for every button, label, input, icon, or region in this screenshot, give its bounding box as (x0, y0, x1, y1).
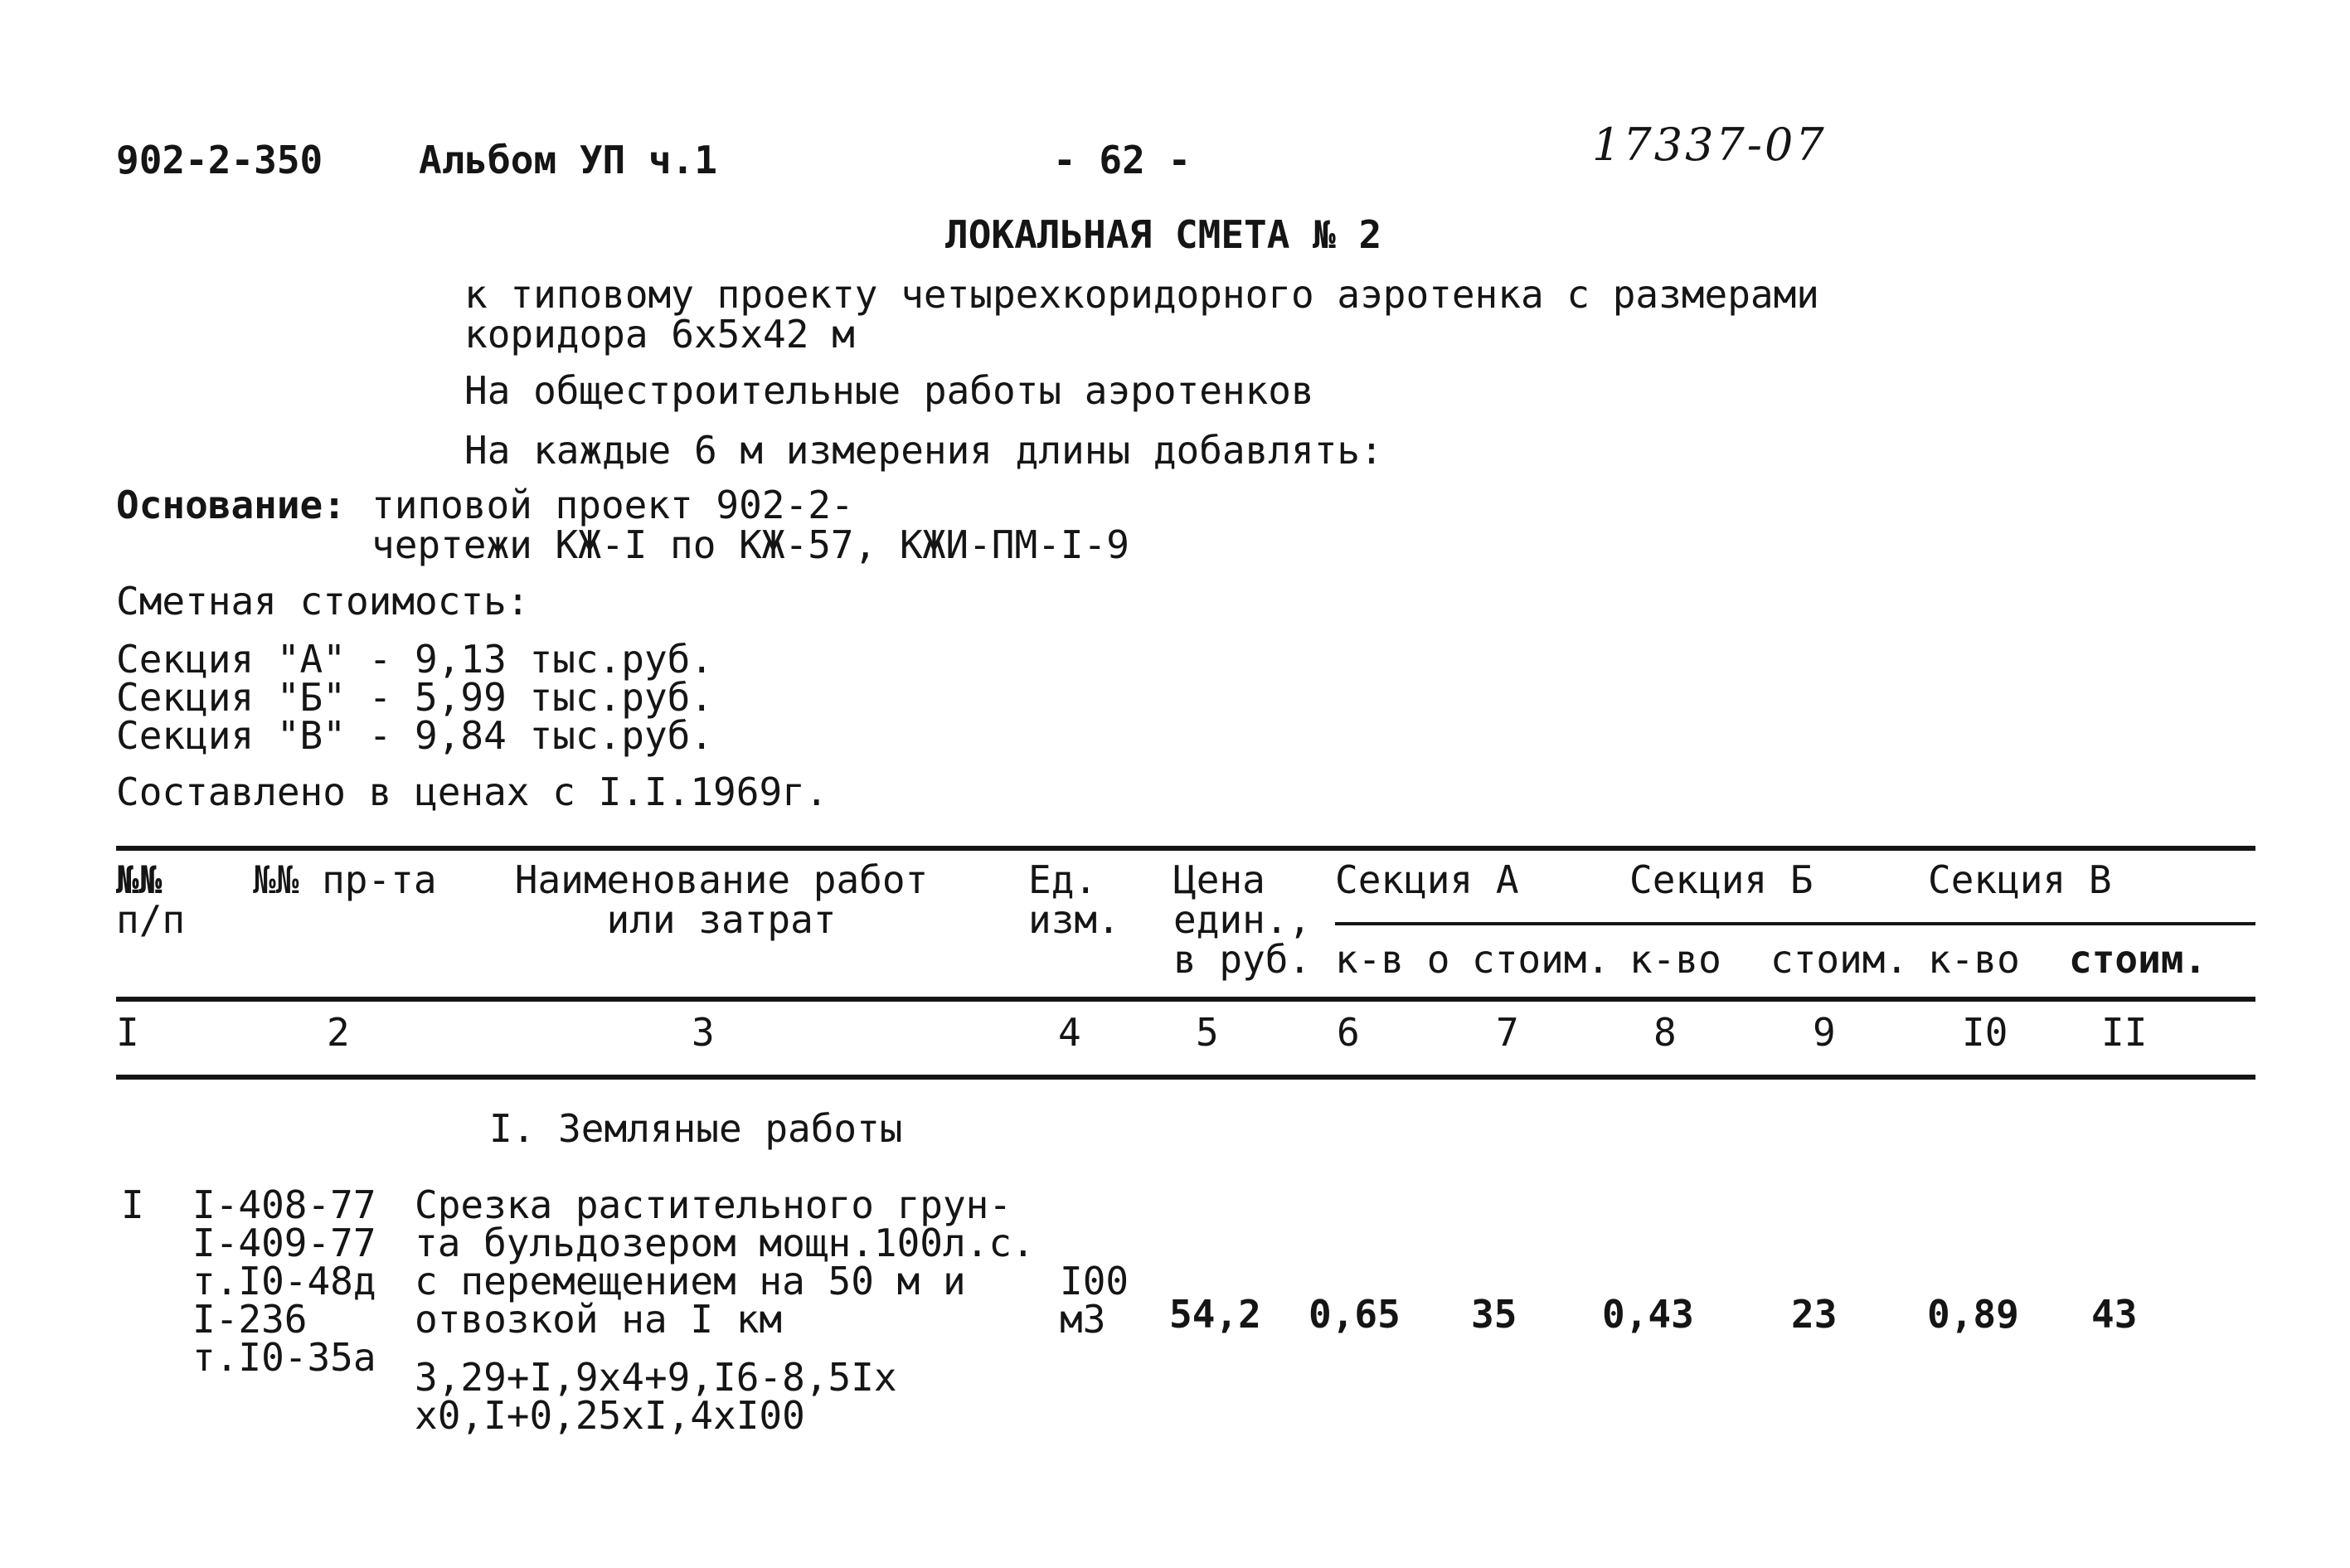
column-number: 6 (1337, 1010, 1360, 1055)
page-title: ЛОКАЛЬНАЯ СМЕТА № 2 (945, 212, 1382, 257)
row-price: 54,2 (1169, 1292, 1261, 1337)
row-ref-3: т.I0-48д (192, 1259, 376, 1303)
header-unit-line-2: изм. (1028, 897, 1120, 942)
row-number: I (121, 1182, 144, 1227)
subtitle-line-1: к типовому проекту четырехкоридорного аэротенка с размерами (464, 272, 1819, 317)
header-qty-v: к-во (1928, 937, 2020, 982)
row-cost-b: 23 (1791, 1292, 1838, 1337)
subtitle-line-2: коридора 6х5х42 м (464, 312, 855, 357)
header-section-v: Секция В (1928, 857, 2112, 902)
row-qty-v: 0,89 (1927, 1292, 2019, 1337)
column-number: 2 (327, 1010, 350, 1055)
row-desc-1: Срезка растительного грун- (415, 1182, 1012, 1227)
column-number: 9 (1813, 1010, 1836, 1055)
handwritten-number: 17337-07 (1592, 119, 1827, 171)
header-qty-b: к-во (1629, 937, 1721, 982)
row-ref-2: I-409-77 (192, 1221, 376, 1265)
header-section-a: Секция А (1335, 857, 1519, 902)
header-name-line-1: Наименование работ (514, 857, 929, 902)
header-num-line-1: №№ (116, 857, 163, 902)
row-qty-b: 0,43 (1602, 1292, 1694, 1337)
section-title: I. Земляные работы (489, 1106, 903, 1151)
column-number: II (2101, 1010, 2148, 1055)
column-number: 3 (692, 1010, 715, 1055)
column-number: 5 (1196, 1010, 1219, 1055)
row-cost-v: 43 (2091, 1292, 2138, 1337)
header-price-line-3: в руб. (1173, 937, 1312, 982)
header-num-line-2: п/п (116, 897, 186, 942)
work-type-line: На общестроительные работы аэротенков (464, 368, 1314, 413)
column-number: 4 (1058, 1010, 1081, 1055)
header-unit-line-1: Ед. (1028, 857, 1098, 902)
cost-section-v: Секция "В" - 9,84 тыс.руб. (116, 713, 714, 758)
header-bottom-rule (116, 997, 2255, 1002)
row-qty-a: 0,65 (1309, 1292, 1401, 1337)
header-price-line-2: един., (1173, 897, 1312, 942)
album-label: Альбом УП ч.1 (419, 138, 718, 182)
prices-note: Составлено в ценах с I.I.1969г. (116, 769, 828, 814)
basis-line-1: типовой проект 902-2- (371, 483, 854, 527)
row-ref-1: I-408-77 (192, 1182, 376, 1227)
row-cost-a: 35 (1471, 1292, 1517, 1337)
header-project: №№ пр-та (253, 857, 437, 902)
cost-section-a: Секция "А" - 9,13 тыс.руб. (116, 637, 714, 682)
page-number: - 62 - (1053, 138, 1192, 182)
row-unit-2: м3 (1060, 1297, 1106, 1342)
column-number: 8 (1653, 1010, 1677, 1055)
header-cost-b: стоим. (1770, 937, 1909, 982)
header-cost-a: стоим. (1472, 937, 1610, 982)
row-ref-5: т.I0-35а (192, 1335, 376, 1380)
row-desc-4: отвозкой на I км (415, 1297, 783, 1342)
row-formula-2: х0,I+0,25хI,4хI00 (415, 1393, 805, 1438)
row-desc-2: та бульдозером мощн.100л.с. (415, 1221, 1035, 1265)
cost-label: Сметная стоимость: (116, 579, 530, 624)
table-top-rule (116, 846, 2255, 851)
header-qty-a: к-в о (1335, 937, 1450, 982)
column-number: I (116, 1010, 139, 1055)
document-code: 902-2-350 (116, 138, 323, 182)
header-cost-v: стоим. (2069, 937, 2207, 982)
row-desc-3: с перемещением на 50 м и (415, 1259, 966, 1303)
add-length-line: На каждые 6 м измерения длины добавлять: (464, 428, 1383, 473)
header-price-line-1: Цена (1173, 857, 1265, 902)
basis-label: Основание: (116, 483, 346, 527)
column-number: 7 (1496, 1010, 1519, 1055)
row-unit-1: I00 (1060, 1259, 1129, 1303)
header-name-line-2: или затрат (606, 897, 837, 942)
basis-line-2: чертежи КЖ-I по КЖ-57, КЖИ-ПМ-I-9 (371, 522, 1129, 567)
row-formula-1: 3,29+I,9х4+9,I6-8,5Iх (415, 1355, 897, 1400)
row-ref-4: I-236 (192, 1297, 308, 1342)
column-numbers-rule (116, 1075, 2255, 1080)
section-header-rule (1335, 922, 2255, 925)
header-section-b: Секция Б (1629, 857, 1813, 902)
column-number: I0 (1962, 1010, 2008, 1055)
cost-section-b: Секция "Б" - 5,99 тыс.руб. (116, 675, 714, 720)
